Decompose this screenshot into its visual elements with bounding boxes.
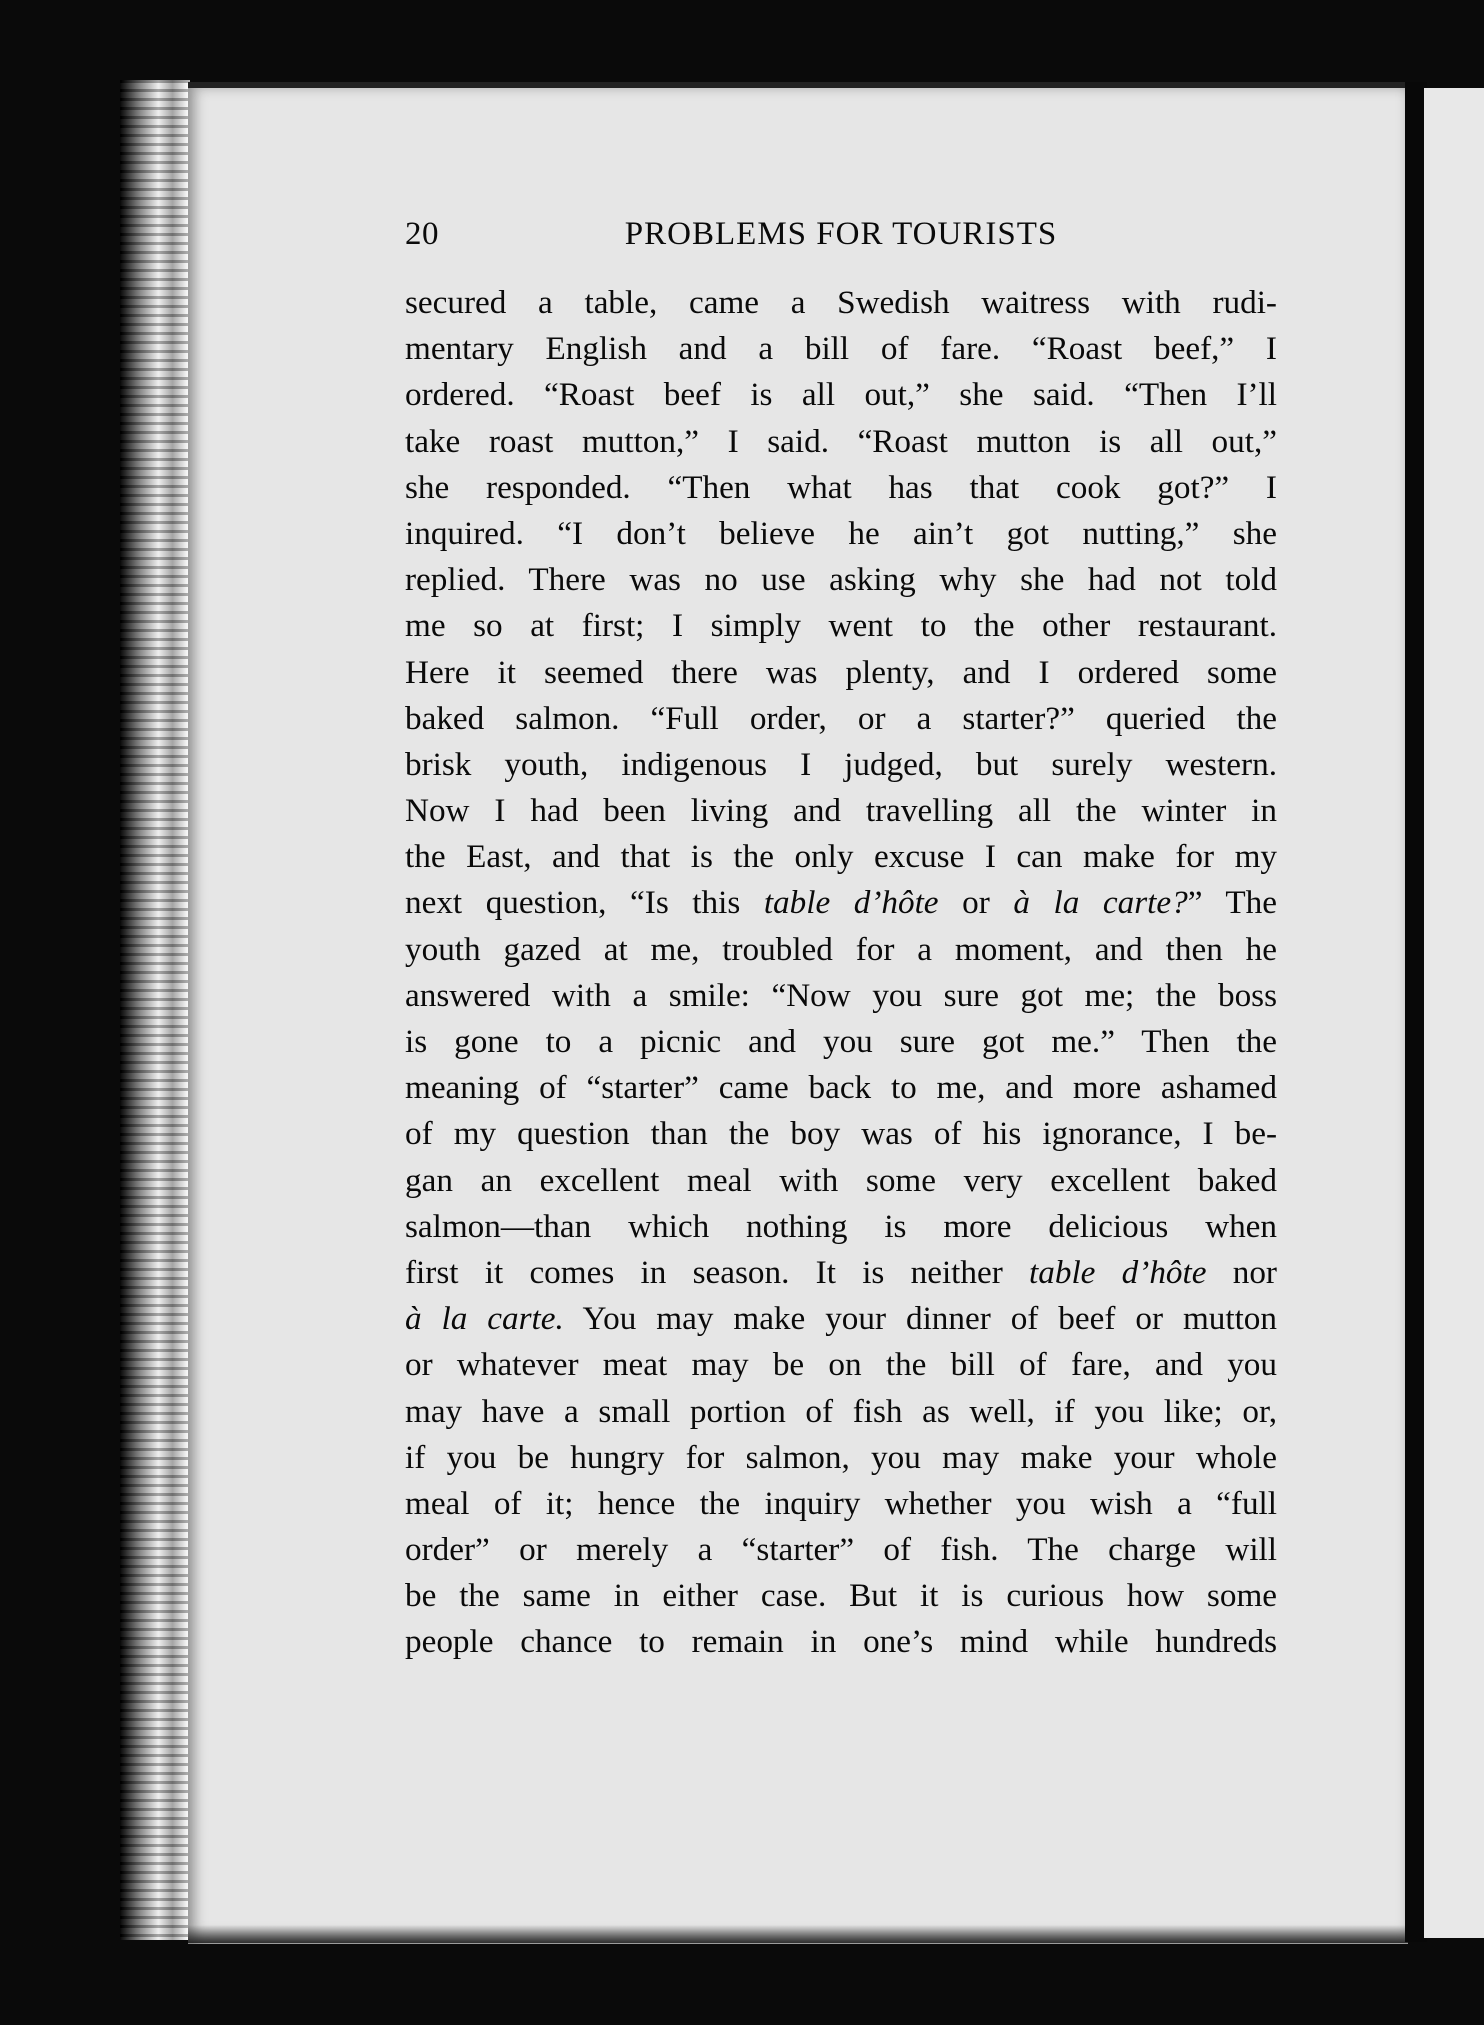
text-line: answered with a smile: “Now you sure got me; the boss <box>405 976 1277 1014</box>
text-line: first it comes in season. It is neither table d’hôte nor <box>405 1253 1277 1291</box>
text-line: next question, “Is this table d’hôte or à la carte?” The <box>405 884 1277 922</box>
text-line: youth gazed at me, troubled for a moment, and then he <box>405 930 1277 968</box>
text-line: Here it seemed there was plenty, and I ordered some <box>405 653 1277 691</box>
text-line: à la carte. You may make your dinner of beef or mutton <box>405 1300 1277 1338</box>
text-line: the East, and that is the only excuse I can make for my <box>405 838 1277 876</box>
text-line: be the same in either case. But it is curious how some <box>405 1577 1277 1615</box>
text-line: ordered. “Roast beef is all out,” she said. “Then I’ll <box>405 376 1277 414</box>
text-line: brisk youth, indigenous I judged, but surely western. <box>405 745 1277 783</box>
running-head: PROBLEMS FOR TOURISTS <box>624 216 1058 252</box>
page-number: 20 <box>405 216 439 252</box>
text-line: if you be hungry for salmon, you may make your whole <box>405 1438 1277 1476</box>
text-line: salmon—than which nothing is more delicious when <box>405 1207 1277 1245</box>
text-line: people chance to remain in one’s mind while hundreds <box>405 1623 1277 1661</box>
page-bottom-shadow <box>188 1925 1408 1943</box>
facing-page-edge <box>1424 88 1484 1938</box>
page-header <box>405 216 1277 256</box>
text-line: meal of it; hence the inquiry whether you wish a “full <box>405 1484 1277 1522</box>
text-line: replied. There was no use asking why she had not told <box>405 561 1277 599</box>
text-line: secured a table, came a Swedish waitress with rudi- <box>405 284 1277 321</box>
text-line: of my question than the boy was of his ignorance, I be- <box>405 1115 1277 1153</box>
text-line: may have a small portion of fish as well, if you like; or, <box>405 1392 1277 1430</box>
text-line: baked salmon. “Full order, or a starter?” queried the <box>405 699 1277 737</box>
body-text <box>405 280 1277 1666</box>
text-line: she responded. “Then what has that cook got?” I <box>405 468 1277 506</box>
text-line: meaning of “starter” came back to me, and more ashamed <box>405 1069 1277 1107</box>
text-line: mentary English and a bill of fare. “Roast beef,” I <box>405 330 1277 368</box>
text-line: Now I had been living and travelling all the winter in <box>405 792 1277 830</box>
text-line: take roast mutton,” I said. “Roast mutton is all out,” <box>405 422 1277 460</box>
text-line: order” or merely a “starter” of fish. The charge will <box>405 1531 1277 1569</box>
text-line: inquired. “I don’t believe he ain’t got nutting,” she <box>405 514 1277 552</box>
text-line: or whatever meat may be on the bill of fare, and you <box>405 1346 1277 1384</box>
text-line: is gone to a picnic and you sure got me.” Then the <box>405 1023 1277 1060</box>
book-page-edges <box>120 80 190 1940</box>
text-line: me so at first; I simply went to the other restaurant. <box>405 607 1277 645</box>
text-line: gan an excellent meal with some very excellent baked <box>405 1161 1277 1199</box>
